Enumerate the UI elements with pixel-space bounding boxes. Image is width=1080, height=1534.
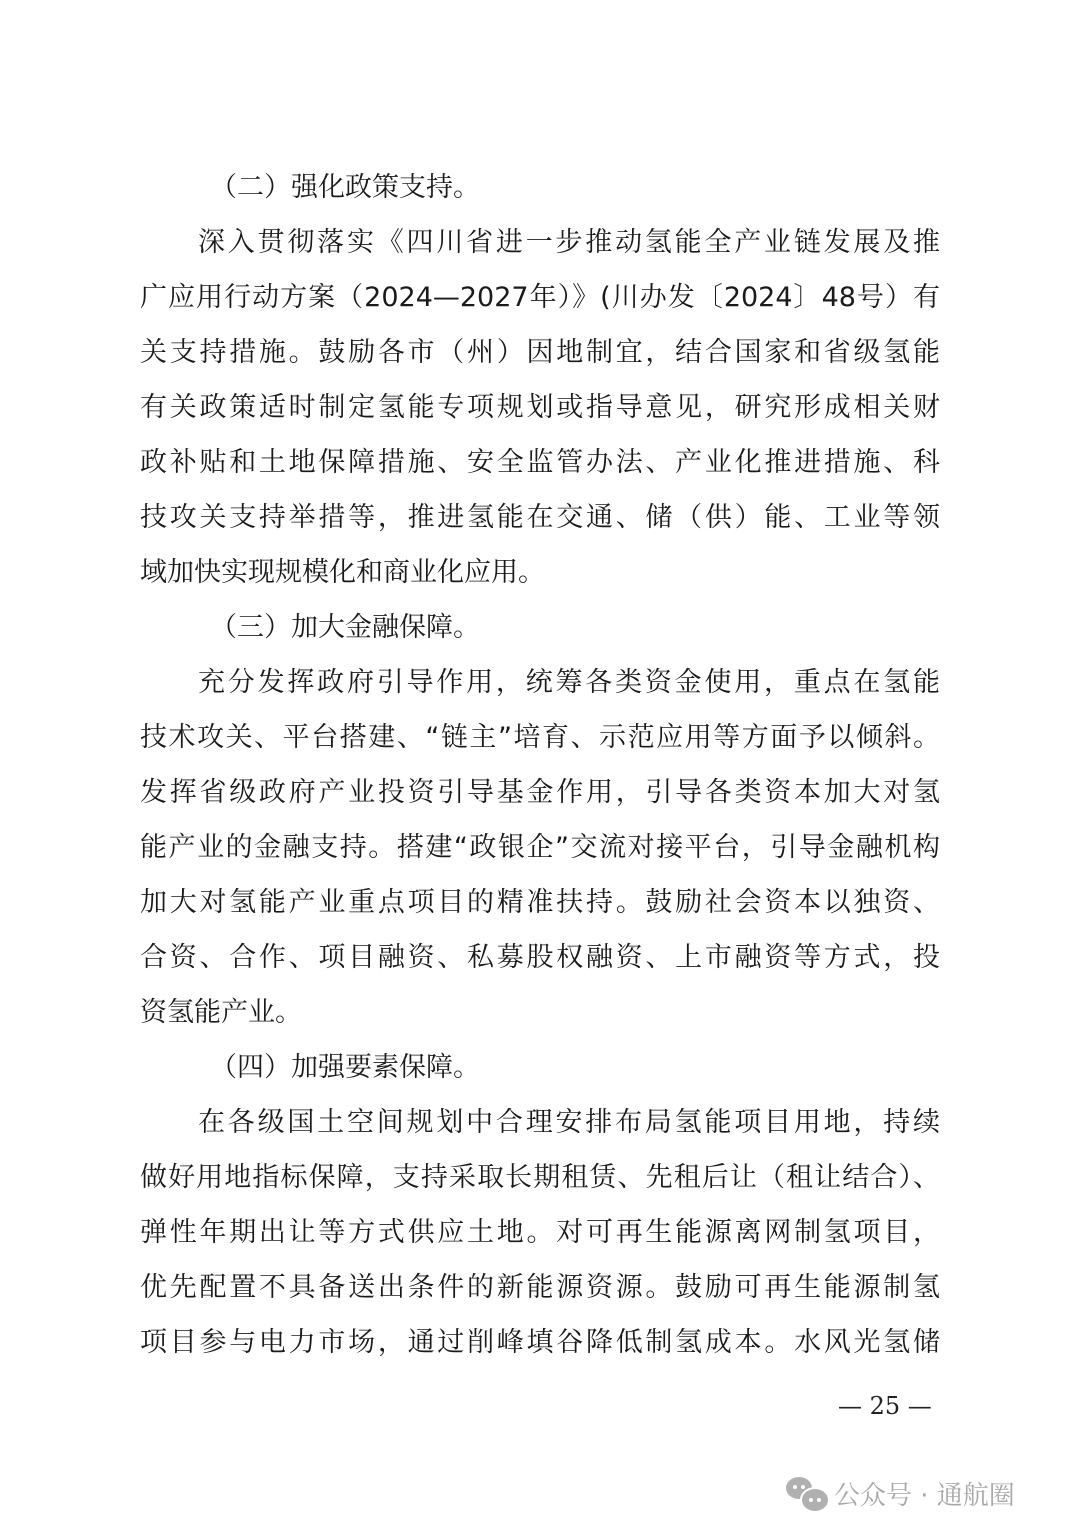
watermark-text: 公众号 · 通航圈 (834, 1481, 1015, 1511)
paragraph-line: 加大对氢能产业重点项目的精准扶持。鼓励社会资本以独资、 (140, 887, 940, 918)
watermark (786, 1475, 1015, 1512)
section-heading: （二）强化政策支持。 (210, 172, 480, 203)
page-number: — 25 — (838, 1392, 932, 1420)
paragraph-line: 优先配置不具备送出条件的新能源资源。鼓励可再生能源制氢 (140, 1272, 940, 1303)
wechat-icon (786, 1477, 826, 1511)
paragraph-line: 在各级国土空间规划中合理安排布局氢能项目用地，持续 (198, 1107, 940, 1138)
paragraph-line: 广应用行动方案（2024—2027年）》(川办发〔2024〕48号）有 (140, 282, 940, 313)
paragraph-line: 政补贴和土地保障措施、安全监管办法、产业化推进措施、科 (140, 447, 940, 478)
document-page (140, 160, 940, 1370)
paragraph-line: 能产业的金融支持。搭建“政银企”交流对接平台，引导金融机构 (140, 832, 940, 863)
section-heading: （三）加大金融保障。 (210, 612, 480, 643)
paragraph-line: 做好用地指标保障，支持采取长期租赁、先租后让（租让结合）、 (140, 1162, 940, 1193)
paragraph-line: 关支持措施。鼓励各市（州）因地制宜，结合国家和省级氢能 (140, 337, 940, 368)
section-heading: （四）加强要素保障。 (210, 1052, 480, 1083)
paragraph-line: 资氢能产业。 (140, 997, 302, 1028)
paragraph-line: 技攻关支持举措等，推进氢能在交通、储（供）能、工业等领 (140, 502, 940, 533)
paragraph-line: 充分发挥政府引导作用，统筹各类资金使用，重点在氢能 (198, 667, 940, 698)
paragraph-line: 技术攻关、平台搭建、“链主”培育、示范应用等方面予以倾斜。 (140, 722, 940, 753)
paragraph-line: 深入贯彻落实《四川省进一步推动氢能全产业链发展及推 (198, 227, 940, 258)
paragraph-line: 项目参与电力市场，通过削峰填谷降低制氢成本。水风光氢储 (140, 1327, 940, 1358)
paragraph-line: 发挥省级政府产业投资引导基金作用，引导各类资本加大对氢 (140, 777, 940, 808)
paragraph-line: 弹性年期出让等方式供应土地。对可再生能源离网制氢项目， (140, 1217, 940, 1248)
paragraph-line: 合资、合作、项目融资、私募股权融资、上市融资等方式，投 (140, 942, 940, 973)
paragraph-line: 域加快实现规模化和商业化应用。 (140, 557, 545, 588)
paragraph-line: 有关政策适时制定氢能专项规划或指导意见，研究形成相关财 (140, 392, 940, 423)
